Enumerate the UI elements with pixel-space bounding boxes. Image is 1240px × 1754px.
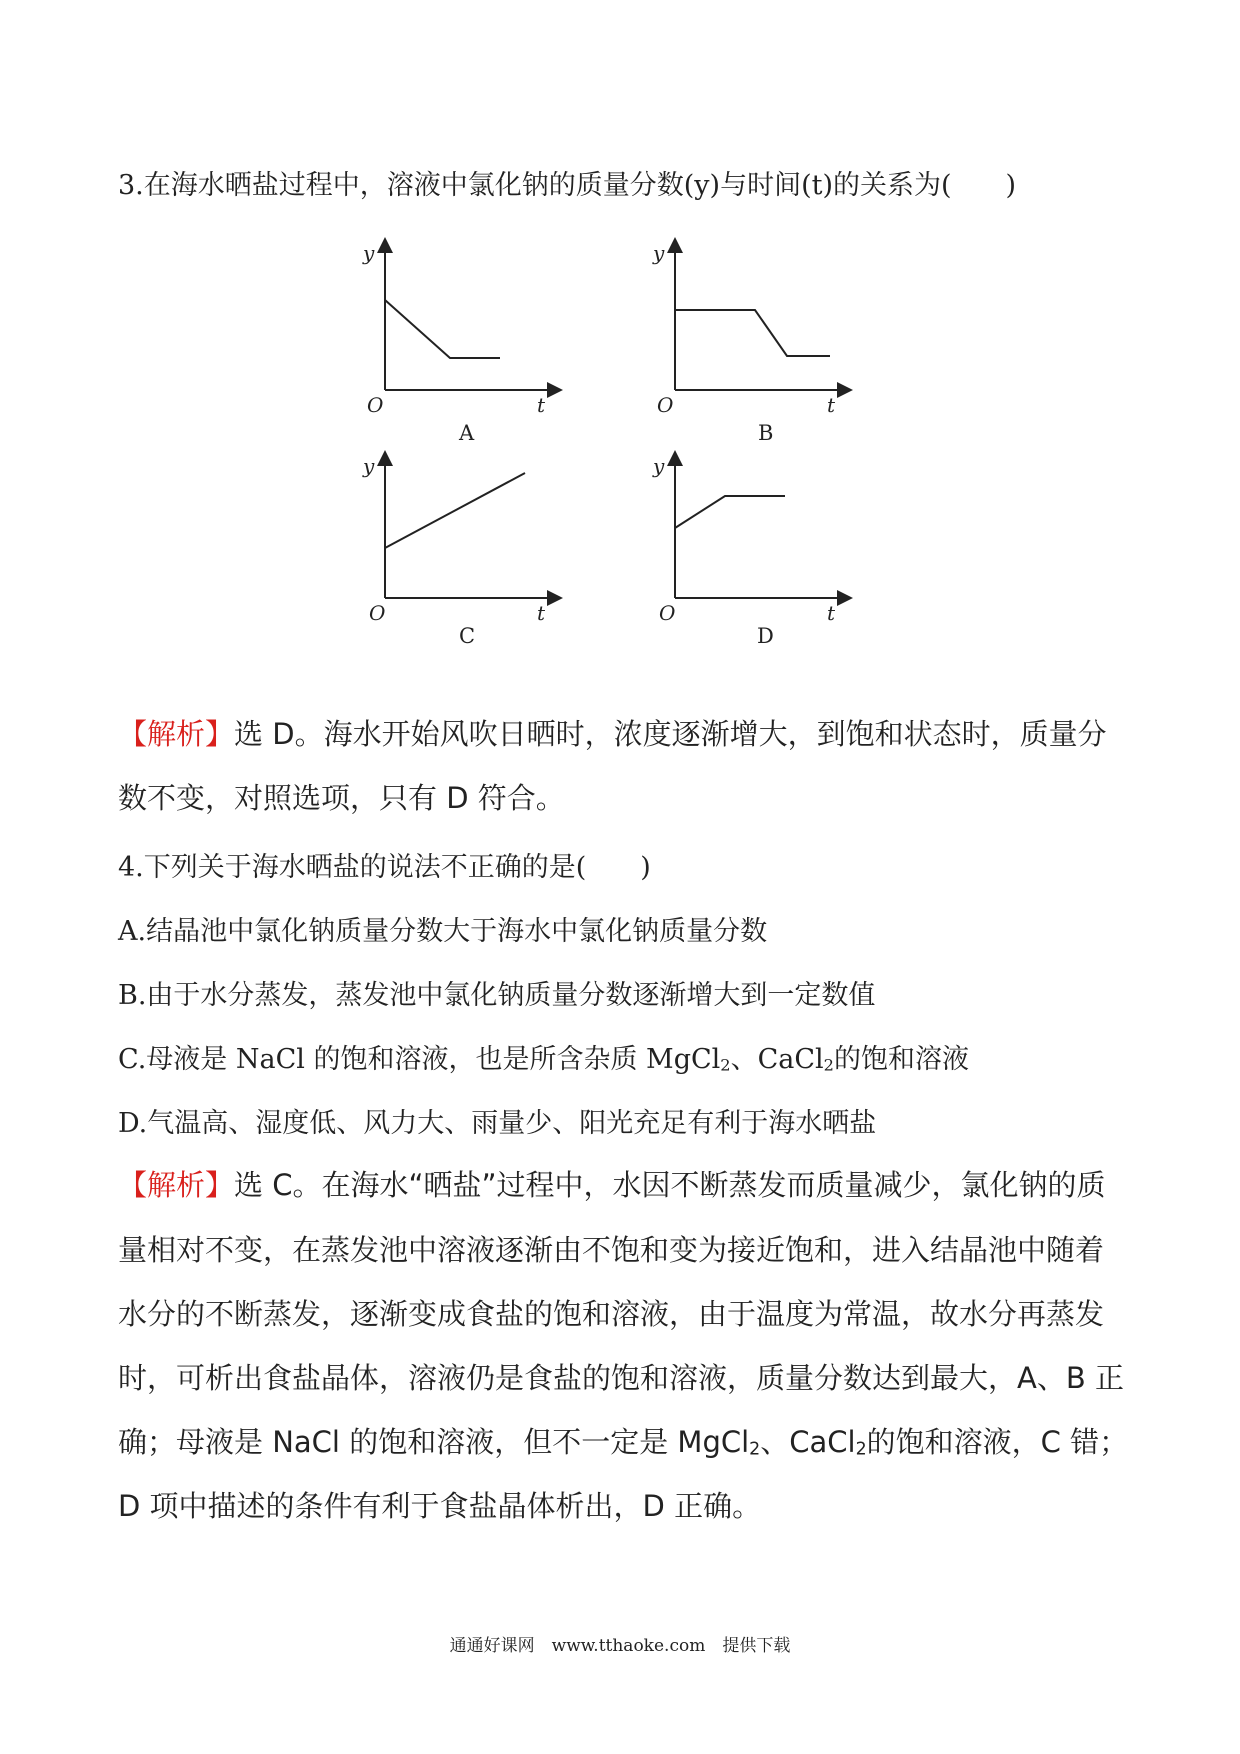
analysis-text: 确；母液是 NaCl 的饱和溶液，但不一定是 MgCl bbox=[118, 1425, 750, 1459]
q4-analysis-line-6: D 项中描述的条件有利于食盐晶体析出，D 正确。 bbox=[118, 1489, 762, 1523]
q4-analysis-line-1 bbox=[118, 1163, 1106, 1204]
option-d: D.气温高、湿度低、风力大、雨量少、阳光充足有利于海水晒盐 bbox=[118, 1108, 877, 1139]
origin-label: O bbox=[659, 601, 676, 625]
analysis-tag: 【解析】 bbox=[118, 1168, 235, 1202]
caption-a: A bbox=[459, 421, 475, 445]
analysis-text: 的饱和溶液，C 错； bbox=[866, 1425, 1129, 1459]
curve bbox=[675, 310, 830, 356]
graph-a bbox=[355, 240, 565, 430]
caption-b: B bbox=[758, 421, 774, 445]
option-c bbox=[118, 1037, 969, 1076]
q4-analysis-line-3: 水分的不断蒸发，逐渐变成食盐的饱和溶液，由于温度为常温，故水分再蒸发 bbox=[118, 1297, 1105, 1331]
caption-d: D bbox=[757, 624, 774, 648]
option-c-text: C.母液是 NaCl 的饱和溶液，也是所含杂质 MgCl bbox=[118, 1044, 721, 1075]
curve bbox=[385, 473, 525, 548]
q4-analysis-line-2: 量相对不变，在蒸发池中溶液逐渐由不饱和变为接近饱和，进入结晶池中随着 bbox=[118, 1233, 1105, 1267]
origin-label: O bbox=[657, 393, 674, 417]
subscript: 2 bbox=[749, 1439, 761, 1460]
t-label: t bbox=[827, 601, 836, 625]
q4-analysis-line-5 bbox=[118, 1420, 1128, 1461]
option-c-text: 的饱和溶液 bbox=[833, 1044, 969, 1075]
curve bbox=[385, 300, 500, 358]
question-3-stem: 3.在海水晒盐过程中，溶液中氯化钠的质量分数(y)与时间(t)的关系为( ) bbox=[118, 170, 1017, 201]
y-label: y bbox=[653, 241, 665, 265]
caption-c: C bbox=[459, 624, 476, 648]
graph-d bbox=[645, 453, 855, 643]
subscript: 2 bbox=[855, 1439, 867, 1460]
t-label: t bbox=[537, 601, 546, 625]
graph-b bbox=[645, 240, 855, 430]
analysis-text: 选 C。在海水“晒盐”过程中，水因不断蒸发而质量减少，氯化钠的质 bbox=[234, 1168, 1106, 1202]
t-label: t bbox=[827, 393, 836, 417]
origin-label: O bbox=[369, 601, 386, 625]
y-label: y bbox=[363, 454, 375, 478]
analysis-text: 、CaCl bbox=[760, 1425, 856, 1459]
option-c-text: 、CaCl bbox=[730, 1044, 824, 1075]
q3-analysis-line-2: 数不变，对照选项，只有 D 符合。 bbox=[118, 781, 565, 815]
subscript: 2 bbox=[720, 1055, 731, 1075]
analysis-tag: 【解析】 bbox=[118, 717, 235, 751]
question-4-stem: 4.下列关于海水晒盐的说法不正确的是( ) bbox=[118, 852, 651, 883]
y-label: y bbox=[653, 454, 665, 478]
origin-label: O bbox=[367, 393, 384, 417]
footer-source: 通通好课网 www.tthaoke.com 提供下载 bbox=[449, 1636, 791, 1656]
t-label: t bbox=[537, 393, 546, 417]
q4-analysis-line-4: 时，可析出食盐晶体，溶液仍是食盐的饱和溶液，质量分数达到最大，A、B 正 bbox=[118, 1361, 1124, 1395]
curve bbox=[675, 496, 785, 528]
analysis-text: 选 D。海水开始风吹日晒时，浓度逐渐增大，到饱和状态时，质量分 bbox=[234, 717, 1107, 751]
subscript: 2 bbox=[823, 1055, 834, 1075]
graph-c bbox=[355, 453, 565, 643]
option-a: A.结晶池中氯化钠质量分数大于海水中氯化钠质量分数 bbox=[118, 916, 768, 947]
q3-analysis-line-1 bbox=[118, 712, 1107, 753]
y-label: y bbox=[363, 241, 375, 265]
option-b: B.由于水分蒸发，蒸发池中氯化钠质量分数逐渐增大到一定数值 bbox=[118, 980, 876, 1011]
